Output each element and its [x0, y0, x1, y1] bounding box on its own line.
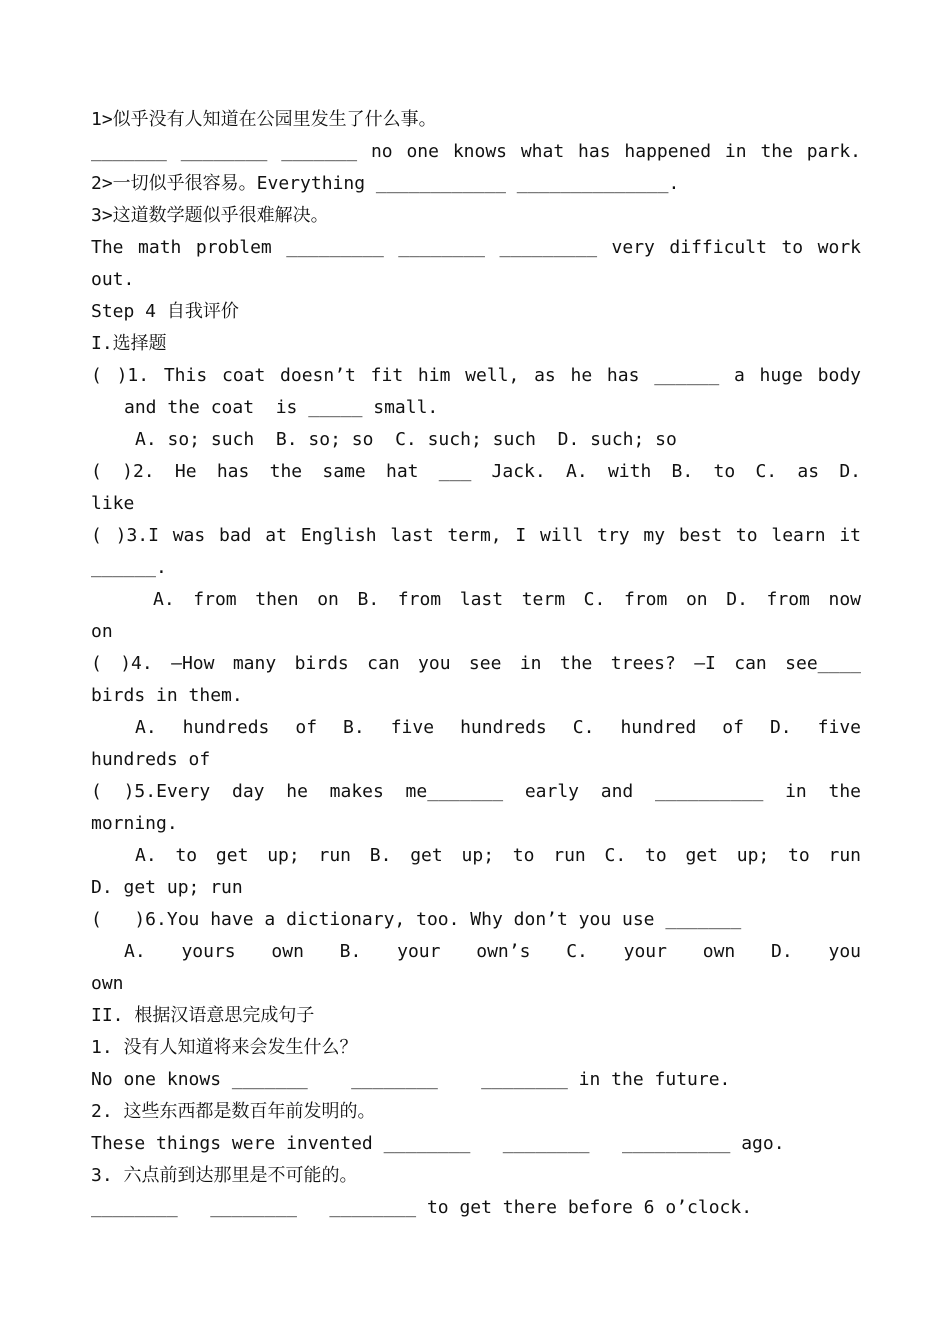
text-line: hundreds of [91, 749, 211, 770]
text-line: ( )5.Every day he makes me_______ early and __________ in the [91, 781, 861, 802]
text-line: The math problem _________ ________ _________ very difficult to work [91, 237, 861, 258]
text-line: out. [91, 269, 135, 290]
text-line: These things were invented ________ ________ __________ ago. [91, 1133, 785, 1154]
text-line: ( )4. —How many birds can you see in the trees? —I can see____ [91, 653, 861, 674]
text-line: A. hundreds of B. five hundreds C. hundred of D. five [135, 717, 861, 738]
text-line: and the coat is _____ small. [124, 397, 439, 418]
text-line: D. get up; run [91, 877, 243, 898]
worksheet-document [91, 104, 861, 1224]
text-line: 1. 没有人知道将来会发生什么？ [91, 1037, 358, 1058]
text-line: _______ ________ _______ no one knows what has happened in the park. [91, 141, 861, 162]
text-line: 3>这道数学题似乎很难解决。 [91, 205, 329, 226]
text-line: 2>一切似乎很容易。Everything ____________ ______________. [91, 173, 680, 194]
text-line: I.选择题 [91, 333, 167, 354]
text-line: ( )1. This coat doesn’t fit him well, as he has ______ a huge body [91, 365, 861, 386]
text-line: like [91, 493, 135, 514]
text-line: II. 根据汉语意思完成句子 [91, 1005, 315, 1026]
text-line: A. from then on B. from last term C. from on D. from now [153, 589, 861, 610]
text-line: A. yours own B. your own’s C. your own D. you [124, 941, 861, 962]
text-line: on [91, 621, 113, 642]
text-line: morning. [91, 813, 178, 834]
text-line: own [91, 973, 124, 994]
text-line: ( )3.I was bad at English last term, I will try my best to learn it [91, 525, 861, 546]
text-line: A. to get up; run B. get up; to run C. to get up; to run [135, 845, 861, 866]
text-line: birds in them. [91, 685, 243, 706]
text-line: A. so; such B. so; so C. such; such D. such; so [135, 429, 677, 450]
text-line: ________ ________ ________ to get there before 6 o’clock. [91, 1197, 753, 1218]
text-line: Step 4 自我评价 [91, 301, 239, 322]
text-line: 3. 六点前到达那里是不可能的。 [91, 1165, 358, 1186]
text-line: 1>似乎没有人知道在公园里发生了什么事。 [91, 109, 437, 130]
text-line: ______. [91, 557, 167, 578]
text-line: No one knows _______ ________ ________ in the future. [91, 1069, 731, 1090]
text-line: 2. 这些东西都是数百年前发明的。 [91, 1101, 376, 1122]
text-line: ( )2. He has the same hat ___ Jack. A. with B. to C. as D. [91, 461, 861, 482]
text-line: ( )6.You have a dictionary, too. Why don’t you use _______ [91, 909, 742, 930]
